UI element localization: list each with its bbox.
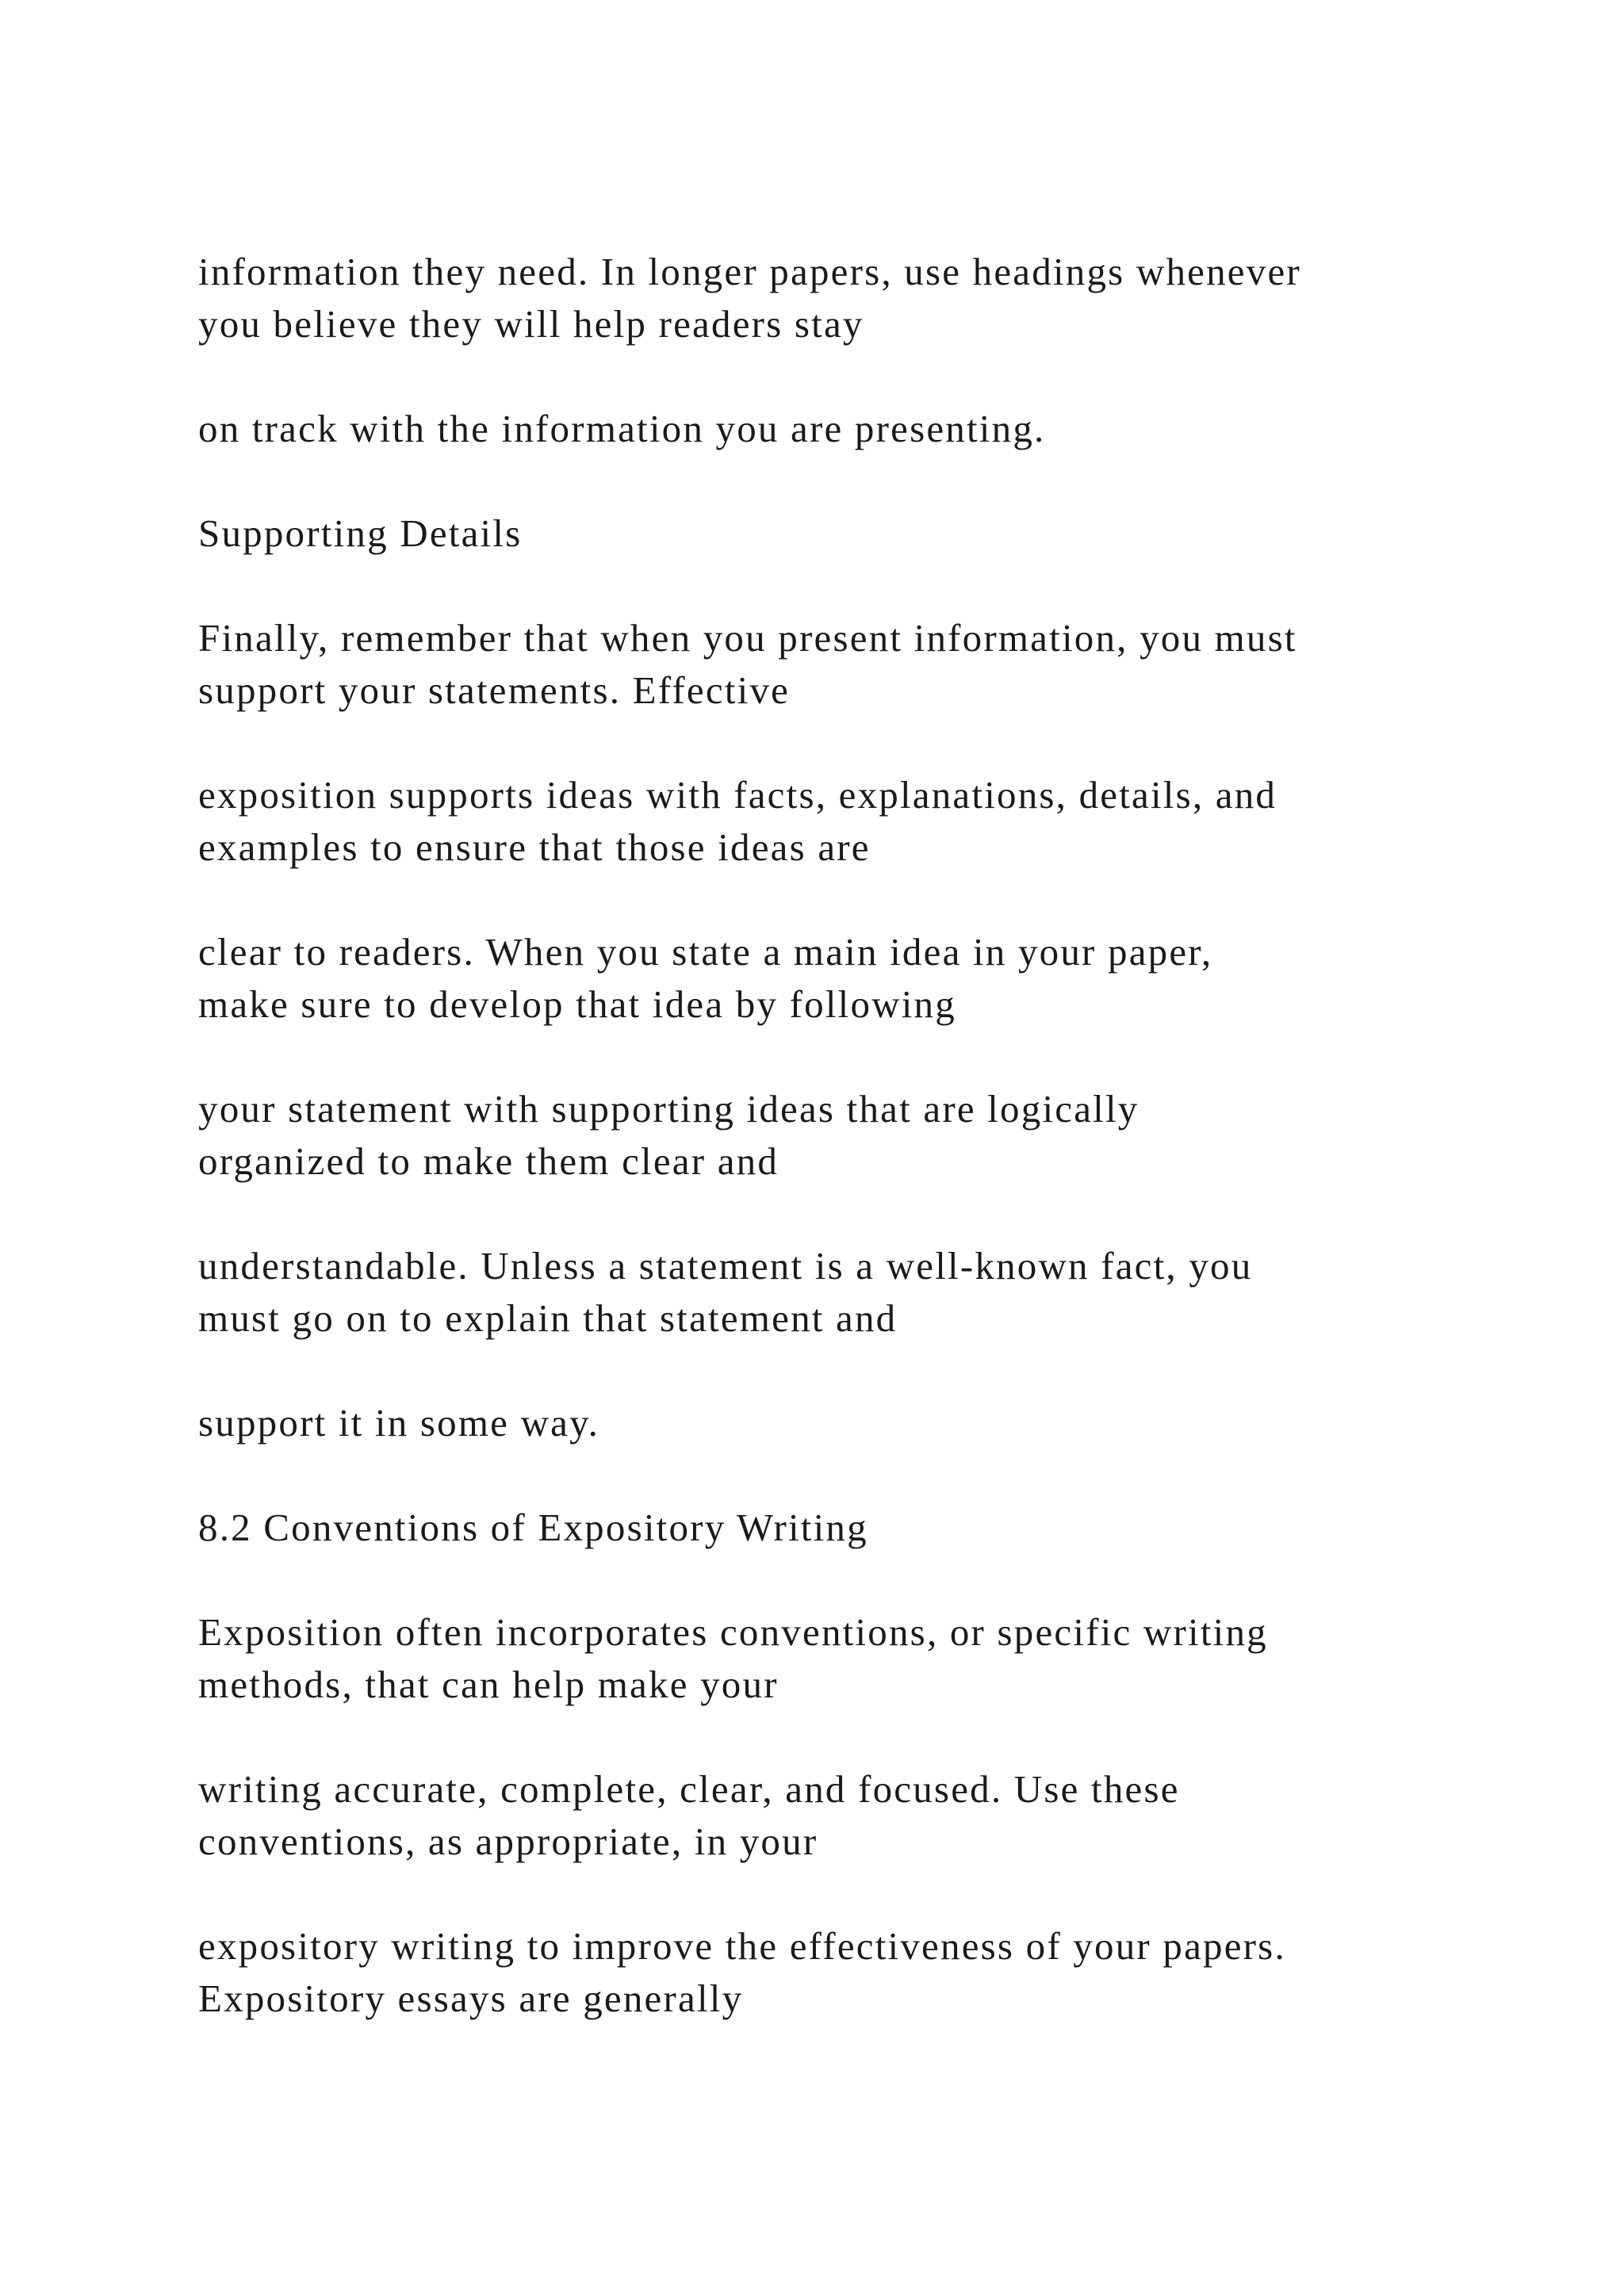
paragraph [198, 1397, 1483, 1449]
text-line: organized to make them clear and [198, 1139, 779, 1183]
document-body [198, 246, 1483, 2077]
text-line: examples to ensure that those ideas are [198, 825, 871, 869]
text-line: support your statements. Effective [198, 668, 791, 712]
text-line: information they need. In longer papers, use headings whenever [198, 250, 1301, 293]
text-line: understandable. Unless a statement is a well-known fact, you [198, 1244, 1253, 1288]
text-line: Finally, remember that when you present information, you must [198, 616, 1297, 660]
paragraph [198, 1606, 1483, 1711]
section-heading [198, 507, 1483, 560]
text-line: methods, that can help make your [198, 1663, 779, 1706]
text-line: writing accurate, complete, clear, and focused. Use these [198, 1767, 1180, 1811]
section-heading [198, 1502, 1483, 1554]
paragraph [198, 612, 1483, 717]
text-line: Expository essays are generally [198, 1976, 744, 2020]
paragraph [198, 769, 1483, 874]
heading-text: Supporting Details [198, 511, 523, 555]
text-line: make sure to develop that idea by following [198, 982, 956, 1026]
paragraph [198, 926, 1483, 1031]
text-line: you believe they will help readers stay [198, 302, 864, 346]
text-line: exposition supports ideas with facts, explanations, details, and [198, 773, 1277, 817]
text-line: expository writing to improve the effectiveness of your papers. [198, 1924, 1286, 1968]
paragraph [198, 246, 1483, 350]
text-line: clear to readers. When you state a main idea in your paper, [198, 930, 1213, 974]
text-line: must go on to explain that statement and [198, 1296, 898, 1340]
text-line: your statement with supporting ideas that are logically [198, 1087, 1139, 1131]
text-line: Exposition often incorporates conventions, or specific writing [198, 1610, 1268, 1654]
heading-text: 8.2 Conventions of Expository Writing [198, 1506, 868, 1549]
paragraph [198, 1920, 1483, 2025]
paragraph [198, 1083, 1483, 1188]
text-line: on track with the information you are presenting. [198, 407, 1046, 450]
paragraph [198, 403, 1483, 455]
text-line: conventions, as appropriate, in your [198, 1820, 818, 1863]
text-line: support it in some way. [198, 1401, 600, 1445]
paragraph [198, 1763, 1483, 1868]
paragraph [198, 1240, 1483, 1345]
